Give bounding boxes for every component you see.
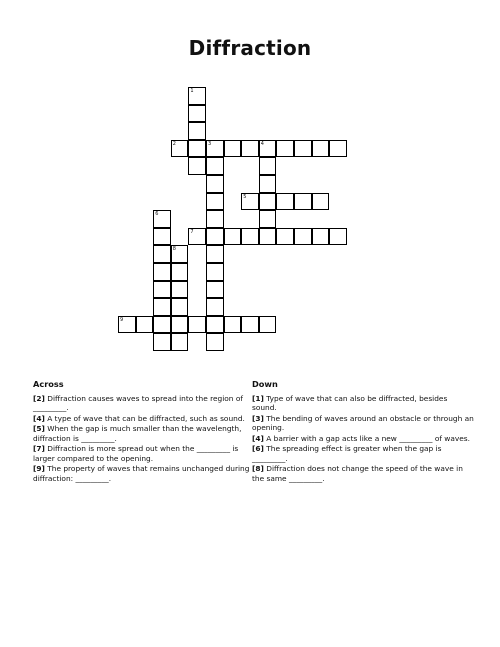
grid-cell[interactable] — [171, 140, 189, 158]
clue-number: 5 — [243, 193, 247, 200]
grid-cell[interactable] — [206, 245, 224, 263]
grid-cell[interactable] — [206, 193, 224, 211]
grid-cell[interactable] — [294, 140, 312, 158]
down-clue-3: [3] The bending of waves around an obstacle or through an opening. — [252, 413, 474, 432]
grid-cell[interactable] — [171, 298, 189, 316]
grid-cell[interactable] — [206, 316, 224, 334]
across-clue-9: [9] The property of waves that remains unchanged during diffraction: _________. — [33, 464, 250, 483]
grid-cell[interactable] — [153, 228, 171, 246]
grid-cell[interactable] — [171, 316, 189, 334]
grid-cell[interactable] — [312, 140, 330, 158]
grid-cell[interactable] — [188, 157, 206, 175]
grid-cell[interactable] — [329, 228, 347, 246]
grid-cell[interactable] — [276, 228, 294, 246]
down-clue-4: [4] A barrier with a gap acts like a new _________ of waves. — [252, 433, 470, 443]
grid-cell[interactable] — [294, 228, 312, 246]
clue-number: 8 — [172, 246, 176, 253]
across-clue-2: [2] Diffraction causes waves to spread into the region of _________. — [33, 393, 243, 412]
grid-cell[interactable] — [206, 263, 224, 281]
grid-cell[interactable] — [206, 157, 224, 175]
grid-cell[interactable] — [259, 316, 277, 334]
grid-cell[interactable] — [153, 263, 171, 281]
down-clue-1: [1] Type of wave that can also be diffracted, besides sound. — [252, 393, 448, 412]
clue-number: 1 — [190, 88, 194, 94]
grid-cell[interactable] — [329, 140, 347, 158]
grid-cell[interactable] — [312, 228, 330, 246]
grid-cell[interactable] — [171, 281, 189, 299]
clue-number: 6 — [155, 211, 159, 218]
grid-cell[interactable] — [224, 316, 242, 334]
across-clue-7: [7] Diffraction is more spread out when the _________ is larger compared to the opening. — [33, 444, 239, 463]
grid-cell[interactable] — [206, 228, 224, 246]
across-heading: Across — [33, 379, 64, 389]
down-heading: Down — [252, 379, 278, 389]
grid-cell[interactable] — [171, 245, 189, 263]
grid-cell[interactable] — [171, 333, 189, 351]
grid-cell[interactable] — [153, 333, 171, 351]
grid-cell[interactable] — [153, 298, 171, 316]
grid-cell[interactable] — [259, 175, 277, 193]
grid-cell[interactable] — [259, 210, 277, 228]
grid-cell[interactable] — [276, 193, 294, 211]
grid-cell[interactable] — [136, 316, 154, 334]
grid-cell[interactable] — [118, 316, 136, 334]
across-clues — [33, 380, 255, 484]
grid-cell[interactable] — [153, 210, 171, 228]
grid-cell[interactable] — [224, 228, 242, 246]
grid-cell[interactable] — [153, 281, 171, 299]
across-clue-5: [5] When the gap is much smaller than the wavelength, diffraction is _________. — [33, 424, 242, 443]
grid-cell[interactable] — [206, 298, 224, 316]
grid-cell[interactable] — [241, 193, 259, 211]
grid-cell[interactable] — [294, 193, 312, 211]
grid-cell[interactable] — [206, 140, 224, 158]
grid-cell[interactable] — [153, 316, 171, 334]
grid-cell[interactable] — [188, 87, 206, 105]
grid-cell[interactable] — [259, 140, 277, 158]
grid-cell[interactable] — [224, 140, 242, 158]
down-clue-6: [6] The spreading effect is greater when the gap is _________. — [252, 444, 442, 463]
grid-cell[interactable] — [188, 228, 206, 246]
grid-cell[interactable] — [206, 281, 224, 299]
clue-number: 2 — [172, 140, 176, 147]
grid-cell[interactable] — [241, 316, 259, 334]
grid-cell[interactable] — [188, 316, 206, 334]
grid-cell[interactable] — [206, 175, 224, 193]
clue-number: 4 — [260, 140, 264, 147]
grid-cell[interactable] — [259, 193, 277, 211]
grid-cell[interactable] — [171, 263, 189, 281]
down-clue-8: [8] Diffraction does not change the speed of the wave in the same _________. — [252, 464, 463, 483]
puzzle-title: Diffraction — [188, 36, 312, 60]
grid-cell[interactable] — [153, 245, 171, 263]
grid-cell[interactable] — [241, 228, 259, 246]
across-clue-4: [4] A type of wave that can be diffracted, such as sound. — [33, 413, 245, 423]
grid-cell[interactable] — [206, 333, 224, 351]
grid-cell[interactable] — [188, 122, 206, 140]
grid-cell[interactable] — [206, 210, 224, 228]
grid-cell[interactable] — [276, 140, 294, 158]
clue-number: 7 — [190, 228, 194, 235]
grid-cell[interactable] — [241, 140, 259, 158]
grid-cell[interactable] — [259, 228, 277, 246]
grid-cell[interactable] — [259, 157, 277, 175]
clue-number: 3 — [208, 140, 212, 147]
grid-cell[interactable] — [188, 105, 206, 123]
grid-cell[interactable] — [312, 193, 330, 211]
down-clues — [252, 380, 474, 484]
grid-cell[interactable] — [188, 140, 206, 158]
clue-number: 9 — [120, 316, 124, 323]
